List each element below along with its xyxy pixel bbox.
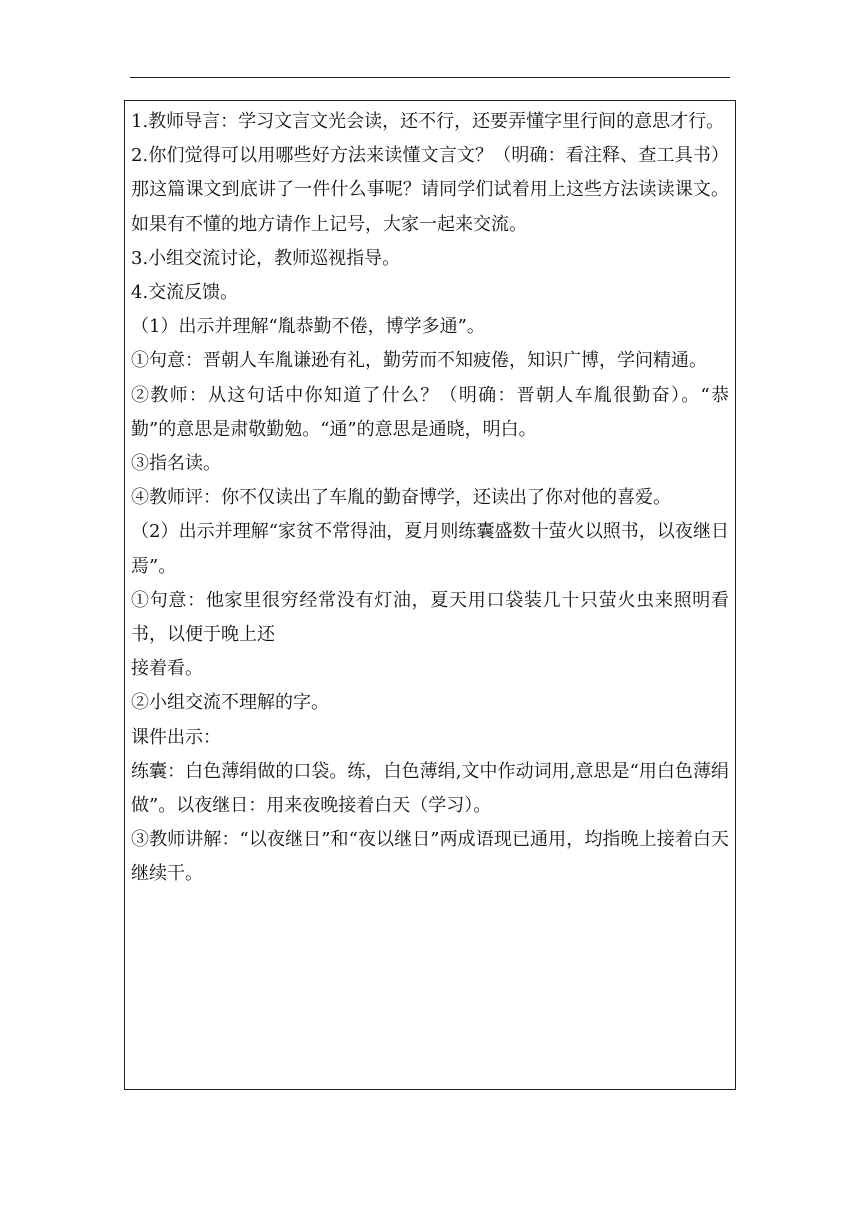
paragraph-group-words: ②小组交流不理解的字。 [131, 692, 329, 714]
paragraph-vocabulary: 练囊：白色薄绢做的口袋。练，白色薄绢,文中作动词用,意思是“用白色薄绢做”。以夜继日：用来夜晚接着白天（学习）。 [131, 760, 729, 817]
paragraph-group-discussion: 3.小组交流讨论，教师巡视指导。 [131, 247, 401, 269]
paragraph-sentence-2: （2）出示并理解“家贫不常得油，夏月则练囊盛数十萤火以照书，以夜继日焉”。 [131, 521, 729, 577]
paragraph-feedback: 4.交流反馈。 [131, 282, 239, 304]
paragraph-teacher-intro: 1.教师导言：学习文言文光会读，还不行，还要弄懂字里行间的意思才行。 [131, 111, 725, 132]
lesson-content-box [124, 100, 736, 1090]
paragraph-name-reading: ③指名读。 [131, 453, 221, 475]
paragraph-courseware: 课件出示： [131, 726, 221, 748]
paragraph-reading-methods: 2.你们觉得可以用哪些好方法来读懂文言文？（明确：看注释、查工具书）那这篇课文到底讲了一件什么事呢？请同学们试着用上这些方法读读课文。如果有不懂的地方请作上记号，大家一起来交流。 [131, 145, 729, 235]
paragraph-sentence-1: （1）出示并理解“胤恭勤不倦，博学多通”。 [131, 316, 485, 338]
paragraph-meaning-2: ①句意：他家里很穷经常没有灯油，夏天用口袋装几十只萤火虫来照明看书，以便于晚上还 [131, 589, 729, 646]
paragraph-meaning-2-continued: 接着看。 [131, 658, 203, 680]
paragraph-teacher-comment: ④教师评：你不仅读出了车胤的勤奋博学，还读出了你对他的喜爱。 [131, 487, 671, 509]
paragraph-teacher-question: ②教师：从这句话中你知道了什么？（明确：晋朝人车胤很勤奋）。“恭勤”的意思是肃敬勤勉。“通”的意思是通晓，明白。 [131, 384, 729, 440]
paragraph-teacher-explanation: ③教师讲解：“以夜继日”和“夜以继日”两成语现已通用，均指晚上接着白天继续干。 [131, 829, 729, 885]
header-rule [130, 77, 730, 78]
paragraph-meaning-1: ①句意：晋朝人车胤谦逊有礼，勤劳而不知疲倦，知识广博，学问精通。 [131, 350, 707, 372]
